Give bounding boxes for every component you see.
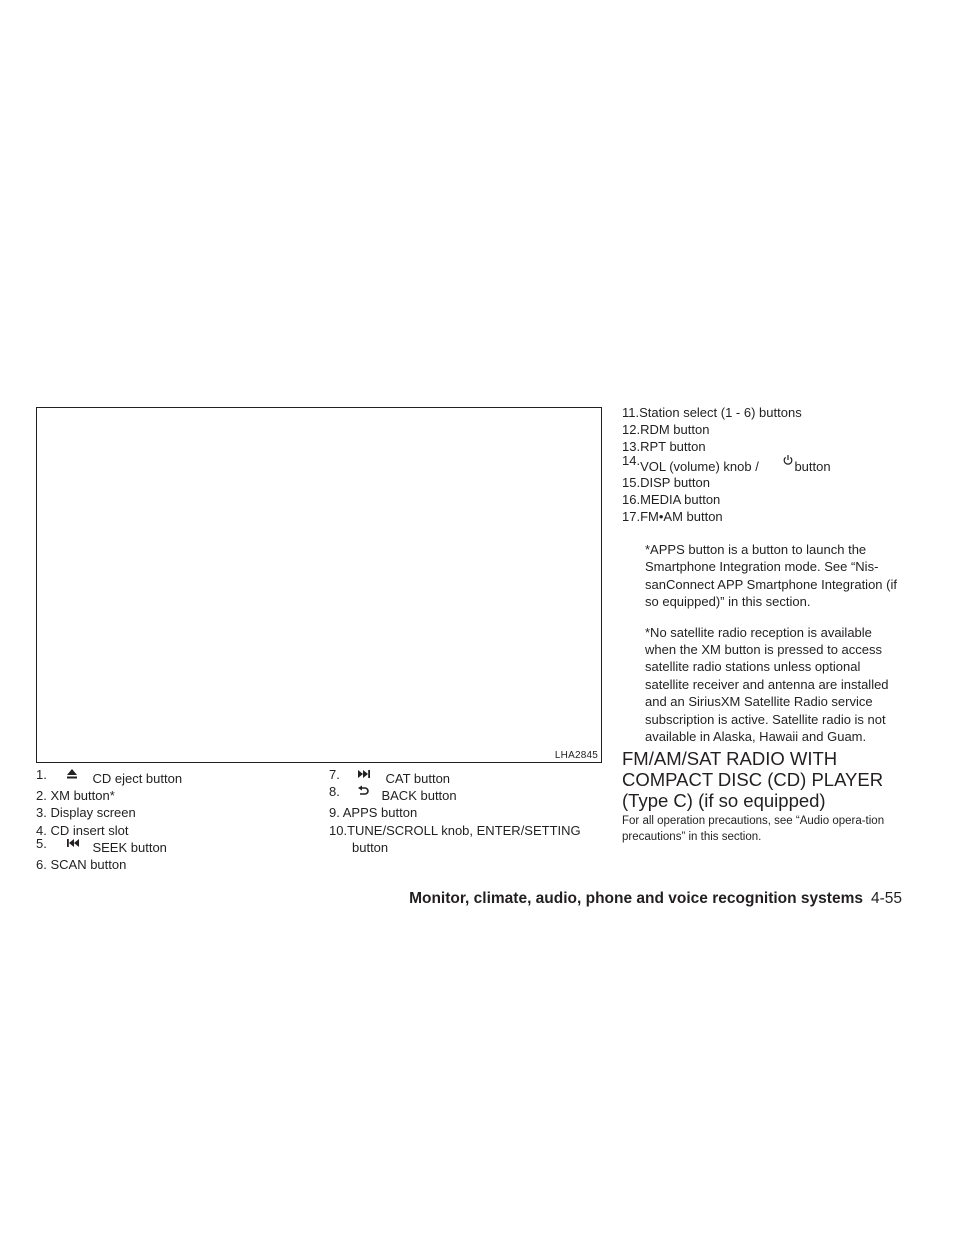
page-number: 4-55	[870, 890, 902, 907]
footnotes	[645, 541, 900, 758]
legend-item-5	[36, 835, 182, 856]
note-satellite: *No satellite radio reception is available when the XM button is pressed to access satellite radio stations unless optional satellite receiver and antenna are installed and an SiriusXM Satellite Radio service subscription is active. Satellite radio is not available in Alaska, Hawaii and Guam.	[645, 624, 889, 745]
legend-left	[36, 767, 183, 873]
legend-item-12	[622, 421, 831, 438]
item-number: 8.	[329, 784, 340, 800]
legend-item-7	[329, 767, 604, 787]
item-number: 7.	[329, 767, 340, 782]
section-body: For all operation precautions, see “Audio opera-tion precautions” in this section.	[622, 815, 885, 843]
legend-middle	[329, 767, 604, 856]
item-number: 11.	[622, 405, 640, 420]
back-arrow-icon	[357, 785, 369, 797]
item-number: 2.	[36, 788, 47, 804]
item-label-continuation: button	[352, 839, 389, 855]
legend-item-8	[329, 784, 604, 804]
item-number: 14.	[622, 452, 641, 468]
item-label: RPT button	[640, 439, 706, 455]
page-footer	[409, 890, 902, 908]
item-label: RDM button	[640, 422, 710, 438]
footer-section-name: Monitor, climate, audio, phone and voice recognition systems	[409, 890, 863, 907]
legend-item-10-continuation	[329, 839, 604, 856]
legend-item-10	[329, 822, 604, 839]
figure-code: LHA2845	[554, 750, 598, 761]
item-number: 4.	[36, 822, 47, 838]
legend-item-1	[36, 767, 183, 787]
section-heading: FM/AM/SAT RADIO WITH COMPACT DISC (CD) PLAYER (Type C) (if so equipped)	[622, 748, 884, 811]
item-label: SEEK button	[92, 839, 167, 855]
note-apps: *APPS button is a button to launch the Smartphone Integration mode. See “Nis-sanConnect APP Smartphone Integration (if so equipped)” in this section.	[645, 542, 897, 610]
legend-item-11	[622, 404, 831, 421]
legend-item-9	[329, 804, 604, 821]
legend-item-14	[622, 452, 831, 474]
item-label: FM•AM button	[640, 509, 723, 525]
item-label: CAT button	[385, 771, 451, 786]
item-number: 15.	[622, 474, 641, 490]
item-label: DISP button	[640, 474, 710, 490]
item-number: 3.	[36, 805, 47, 821]
skip-forward-icon	[357, 768, 371, 780]
item-number: 13.	[622, 439, 641, 455]
legend-item-6	[36, 856, 182, 873]
item-label: BACK button	[381, 788, 457, 804]
item-label: Display screen	[50, 805, 136, 821]
item-label: TUNE/SCROLL knob, ENTER/SETTING	[347, 822, 581, 838]
item-suffix: button	[794, 458, 831, 474]
item-label: VOL (volume) knob /	[640, 458, 759, 474]
legend-item-2	[36, 787, 182, 804]
item-number: 9.	[329, 805, 340, 821]
figure-frame	[36, 407, 602, 763]
item-number: 5.	[36, 835, 47, 851]
legend-item-3	[36, 804, 182, 821]
item-label: APPS button	[342, 805, 418, 821]
item-number: 12.	[622, 422, 641, 438]
item-label: CD insert slot	[50, 822, 129, 838]
eject-icon	[66, 768, 78, 780]
legend-item-16	[622, 491, 831, 508]
item-number: 16.	[622, 491, 641, 507]
item-number: 17.	[622, 509, 641, 525]
item-label: SCAN button	[50, 857, 127, 873]
legend-item-17	[622, 508, 831, 525]
legend-item-15	[622, 474, 831, 491]
legend-item-4	[36, 822, 182, 839]
item-label: Station select (1 - 6) buttons	[639, 405, 802, 420]
item-label: CD eject button	[92, 771, 183, 786]
item-label: MEDIA button	[640, 491, 721, 507]
item-number: 1.	[36, 767, 47, 782]
seek-back-icon	[66, 837, 80, 849]
item-number: 10.	[329, 822, 348, 838]
item-number: 6.	[36, 857, 47, 873]
legend-right	[622, 404, 831, 525]
power-icon	[782, 454, 794, 466]
item-label: XM button*	[50, 788, 115, 804]
legend-item-13	[622, 438, 831, 455]
